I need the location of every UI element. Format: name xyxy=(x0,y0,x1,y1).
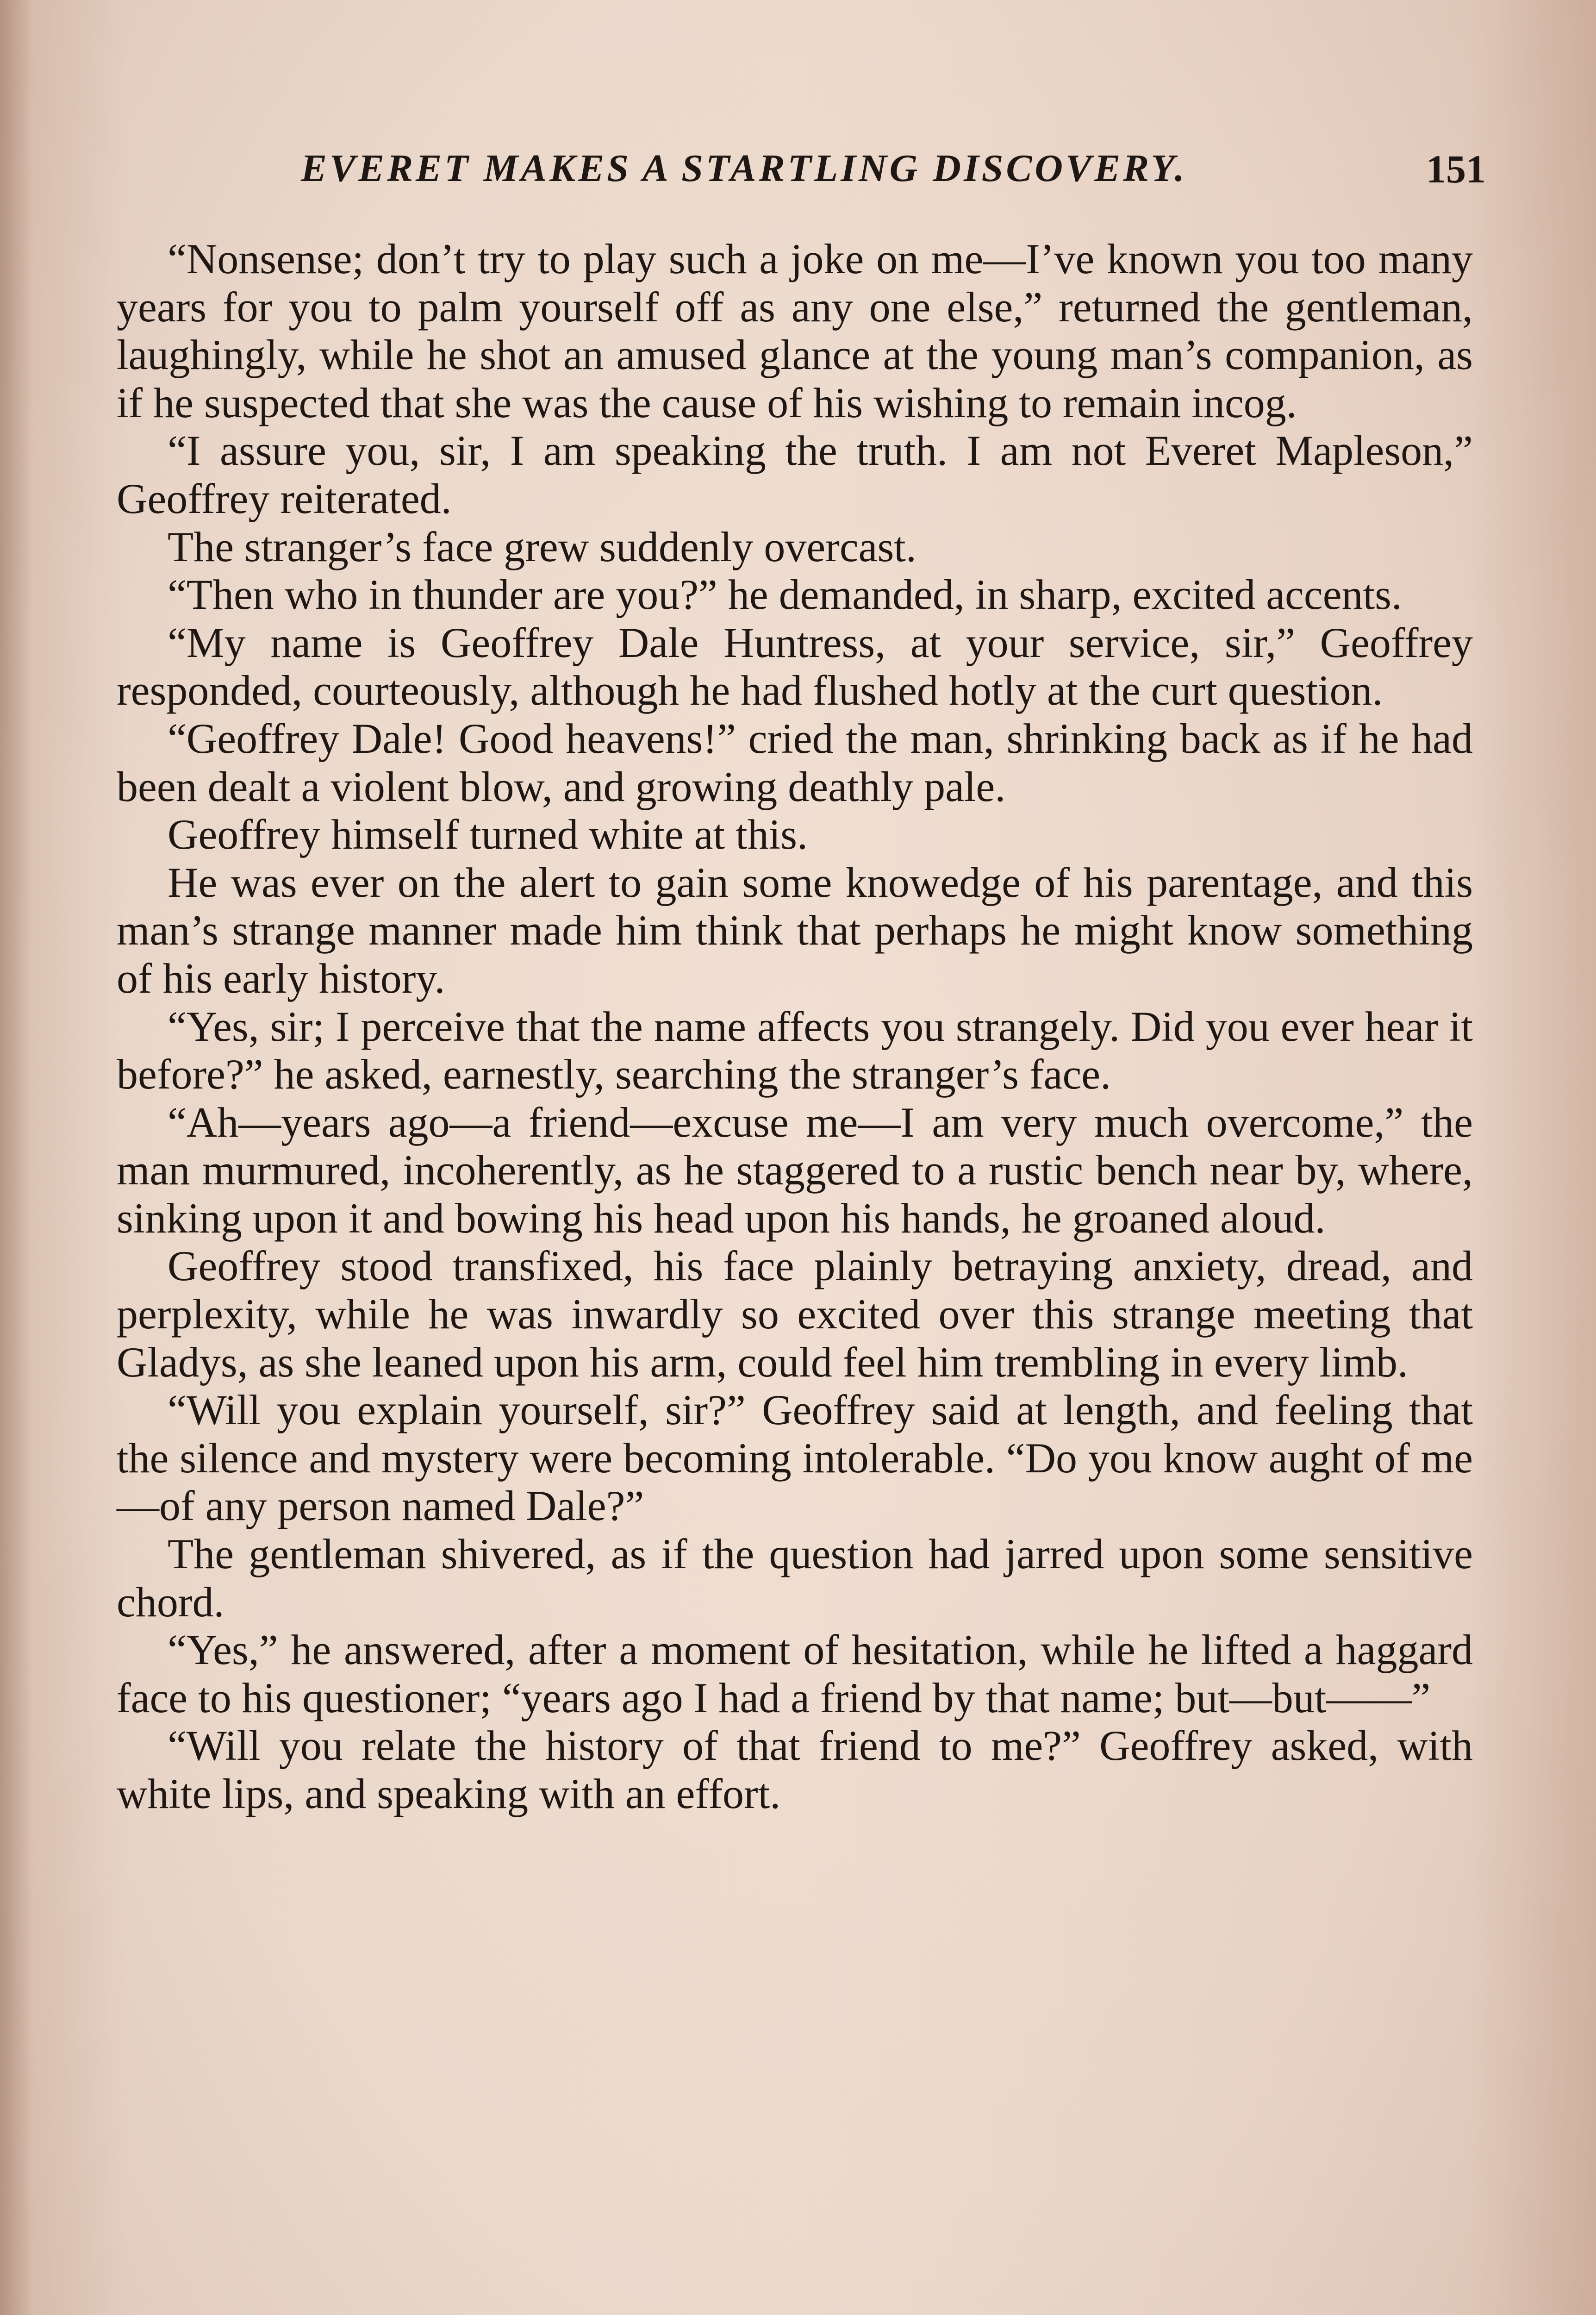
paragraph: “Nonsense; don’t try to play such a joke on me—I’ve known you too many years for you to palm yourself off as any one else,” returned the gentleman, laughingly, while he shot an amused glance at the young man’s companion, as if he suspected that she was the cause of his wishing to remain incog. xyxy=(117,235,1473,426)
paragraph: “Will you relate the history of that friend to me?” Geoffrey asked, with white lips, and speaking with an effort. xyxy=(117,1722,1473,1817)
paragraph: The gentleman shivered, as if the question had jarred upon some sensitive chord. xyxy=(117,1530,1473,1626)
page-edge-shadow xyxy=(0,0,32,2315)
page-header xyxy=(301,146,1486,206)
paragraph: “Yes, sir; I perceive that the name affects you strangely. Did you ever hear it before?” he asked, earnestly, searching the stranger’s face. xyxy=(117,1002,1473,1098)
paragraph: He was ever on the alert to gain some knowedge of his parentage, and this man’s strange manner made him think that perhaps he might know something of his early history. xyxy=(117,858,1473,1002)
paragraph: “Yes,” he answered, after a moment of hesitation, while he lifted a haggard face to his questioner; “years ago I had a friend by that name; but—but——” xyxy=(117,1626,1473,1721)
paragraph: “I assure you, sir, I am speaking the truth. I am not Everet Mapleson,” Geoffrey reiterated. xyxy=(117,427,1473,522)
page-number: 151 xyxy=(1426,147,1486,191)
body-text xyxy=(117,235,1473,1818)
running-head: EVERET MAKES A STARTLING DISCOVERY. xyxy=(301,147,1187,190)
paragraph: Geoffrey himself turned white at this. xyxy=(168,811,808,858)
paragraph: Geoffrey stood transfixed, his face plainly betraying anxiety, dread, and perplexity, while he was inwardly so excited over this strange meeting that Gladys, as she leaned upon his arm, could feel him trembling in every limb. xyxy=(117,1242,1473,1386)
paragraph: “Will you explain yourself, sir?” Geoffrey said at length, and feeling that the silence and mystery were becoming intolerable. “Do you know aught of me—of any person named Dale?” xyxy=(117,1386,1473,1530)
paragraph: “My name is Geoffrey Dale Huntress, at your service, sir,” Geoffrey responded, courteously, although he had flushed hotly at the curt question. xyxy=(117,619,1473,714)
paragraph: “Ah—years ago—a friend—excuse me—I am very much overcome,” the man murmured, incoherently, as he staggered to a rustic bench near by, where, sinking upon it and bowing his head upon his hands, he groaned aloud. xyxy=(117,1098,1473,1242)
paragraph: “Geoffrey Dale! Good heavens!” cried the man, shrinking back as if he had been dealt a violent blow, and growing deathly pale. xyxy=(117,714,1473,810)
paragraph: “Then who in thunder are you?” he demanded, in sharp, excited accents. xyxy=(168,571,1402,619)
paragraph: The stranger’s face grew suddenly overcast. xyxy=(168,523,916,570)
